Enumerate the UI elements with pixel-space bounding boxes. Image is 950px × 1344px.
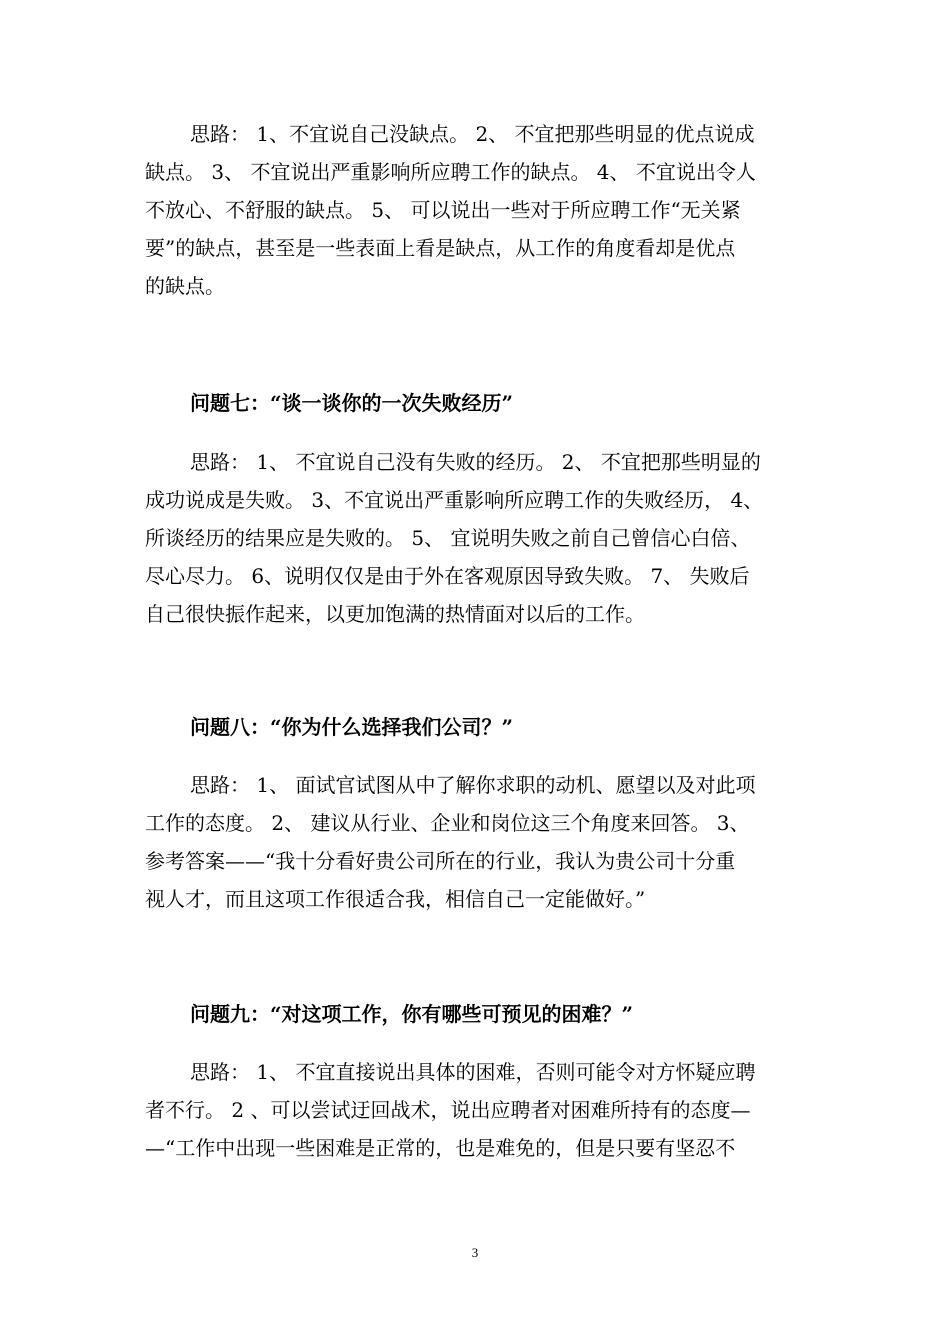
paragraph-line: 思路： 1、不宜说自己没缺点。 2、 不宜把那些明显的优点说成 (190, 122, 755, 146)
paragraph-line: 尽心尽力。 6、说明仅仅是由于外在客观原因导致失败。 7、 失败后 (145, 564, 750, 588)
paragraph-line: 成功说成是失败。 3、不宜说出严重影响所应聘工作的失败经历， 4、 (145, 488, 764, 512)
question-9-heading: 问题九：“对这项工作，你有哪些可预见的困难？” (190, 1002, 634, 1026)
question-7-heading: 问题七：“谈一谈你的一次失败经历” (190, 391, 514, 415)
answer-paragraph-6 (145, 115, 810, 305)
paragraph-line: 所谈经历的结果应是失败的。 5、 宜说明失败之前自己曾信心白倍、 (145, 526, 751, 550)
answer-paragraph-9 (145, 1053, 810, 1167)
paragraph-line: 工作的态度。 2、 建议从行业、企业和岗位这三个角度来回答。 3、 (145, 811, 750, 835)
paragraph-line: 思路： 1、 不宜直接说出具体的困难，否则可能令对方怀疑应聘 (190, 1060, 756, 1084)
page-number: 3 (471, 1245, 479, 1260)
question-8-heading: 问题八：“你为什么选择我们公司？” (190, 715, 514, 739)
paragraph-line: 参考答案——“我十分看好贵公司所在的行业，我认为贵公司十分重 (145, 849, 736, 873)
paragraph-line: 不放心、不舒服的缺点。 5、 可以说出一些对于所应聘工作“无关紧 (145, 198, 741, 222)
paragraph-line: 缺点。 3、 不宜说出严重影响所应聘工作的缺点。 4、 不宜说出令人 (145, 160, 756, 184)
paragraph-line: 自己很快振作起来，以更加饱满的热情面对以后的工作。 (145, 602, 645, 626)
paragraph-line: 的缺点。 (145, 274, 225, 298)
answer-paragraph-7 (145, 443, 810, 633)
paragraph-line: 思路： 1、 不宜说自己没有失败的经历。 2、 不宜把那些明显的 (190, 450, 761, 474)
paragraph-line: —“工作中出现一些困难是正常的，也是难免的，但是只要有坚忍不 (145, 1136, 736, 1160)
answer-paragraph-8 (145, 766, 810, 918)
paragraph-line: 思路： 1、 面试官试图从中了解你求职的动机、愿望以及对此项 (190, 773, 756, 797)
paragraph-line: 视人才，而且这项工作很适合我，相信自己一定能做好。” (145, 887, 646, 911)
paragraph-line: 者不行。 2 、可以尝试迂回战术，说出应聘者对困难所持有的态度— (145, 1098, 751, 1122)
paragraph-line: 要”的缺点，甚至是一些表面上看是缺点，从工作的角度看却是优点 (145, 236, 736, 260)
